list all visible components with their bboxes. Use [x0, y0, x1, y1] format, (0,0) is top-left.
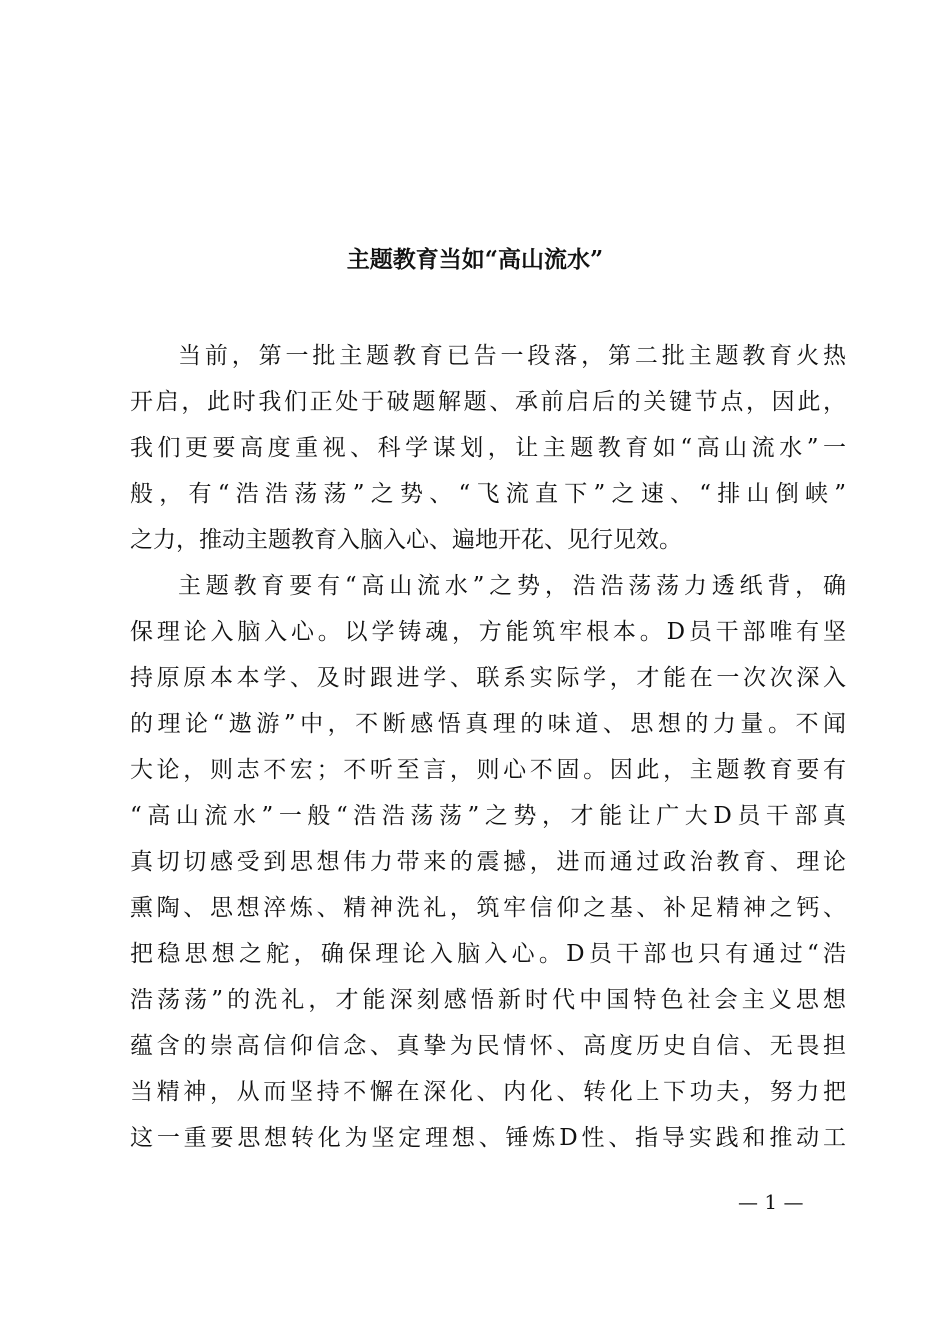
- paragraph-1-line-2: 开启，此时我们正处于破题解题、承前启后的关键节点，因此，: [130, 389, 846, 415]
- paragraph-2-line-11: 蕴含的崇高信仰信念、真挚为民情怀、高度历史自信、无畏担: [130, 1033, 846, 1059]
- paragraph-2-line-5: 大论，则志不宏；不听至言，则心不固。因此，主题教育要有: [130, 757, 846, 783]
- paragraph-2-line-13: 这一重要思想转化为坚定理想、锤炼D性、指导实践和推动工: [130, 1125, 846, 1151]
- paragraph-2-line-2: 保理论入脑入心。以学铸魂，方能筑牢根本。D员干部唯有坚: [130, 619, 846, 645]
- paragraph-2-line-1: 主题教育要有“高山流水”之势，浩浩荡荡力透纸背，确: [178, 573, 846, 599]
- paragraph-2-line-4: 的理论“遨游”中，不断感悟真理的味道、思想的力量。不闻: [130, 711, 846, 737]
- paragraph-2-line-6: “高山流水”一般“浩浩荡荡”之势，才能让广大D员干部真: [130, 803, 846, 829]
- paragraph-2-line-7: 真切切感受到思想伟力带来的震撼，进而通过政治教育、理论: [130, 849, 846, 875]
- paragraph-2-line-12: 当精神，从而坚持不懈在深化、内化、转化上下功夫，努力把: [130, 1079, 846, 1105]
- paragraph-2-line-3: 持原原本本学、及时跟进学、联系实际学，才能在一次次深入: [130, 665, 846, 691]
- paragraph-1-line-5: 之力，推动主题教育入脑入心、遍地开花、见行见效。: [130, 527, 682, 553]
- paragraph-2-line-9: 把稳思想之舵，确保理论入脑入心。D员干部也只有通过“浩: [130, 941, 846, 967]
- paragraph-2-line-10: 浩荡荡”的洗礼，才能深刻感悟新时代中国特色社会主义思想: [130, 987, 846, 1013]
- document-body: [130, 333, 846, 1161]
- paragraph-1-line-1: 当前，第一批主题教育已告一段落，第二批主题教育火热: [178, 343, 846, 369]
- document-title: 主题教育当如“高山流水”: [346, 246, 604, 273]
- paragraph-1-line-3: 我们更要高度重视、科学谋划，让主题教育如“高山流水”一: [130, 435, 846, 461]
- paragraph-2-line-8: 熏陶、思想淬炼、精神洗礼，筑牢信仰之基、补足精神之钙、: [130, 895, 846, 921]
- paragraph-1-line-4: 般，有“浩浩荡荡”之势、“飞流直下”之速、“排山倒峡”: [130, 481, 846, 507]
- page-number: — 1 —: [738, 1190, 804, 1214]
